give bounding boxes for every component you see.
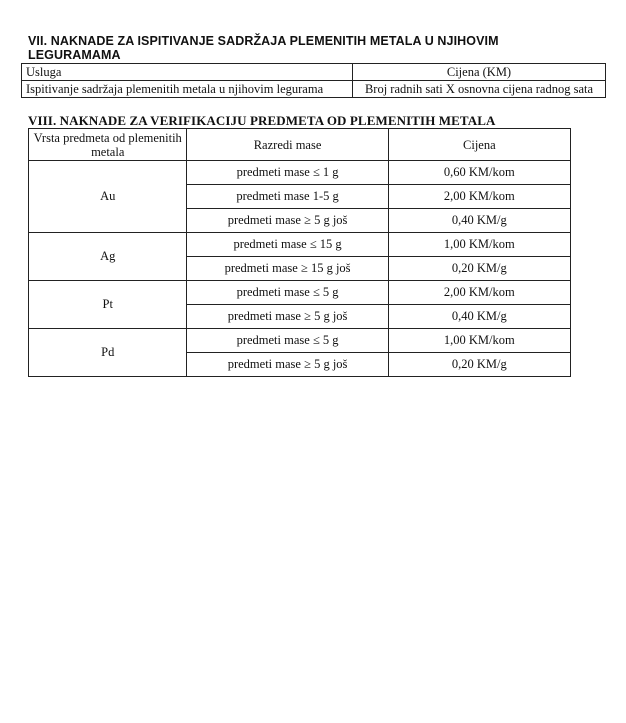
metal-cell: Pt xyxy=(29,281,187,329)
table-row xyxy=(29,281,571,305)
table-header-row xyxy=(29,129,571,161)
mass-class-cell: predmeti mase ≤ 1 g xyxy=(187,161,388,185)
mass-class-cell: predmeti mase ≤ 5 g xyxy=(187,329,388,353)
price-cell: 1,00 KM/kom xyxy=(388,233,570,257)
price-cell: 0,20 KM/g xyxy=(388,257,570,281)
mass-class-cell: predmeti mase ≥ 15 g još xyxy=(187,257,388,281)
mass-class-cell: predmeti mase ≤ 5 g xyxy=(187,281,388,305)
metal-cell: Ag xyxy=(29,233,187,281)
price-cell: 0,20 KM/g xyxy=(388,353,570,377)
price-cell: 1,00 KM/kom xyxy=(388,329,570,353)
price-cell: 0,60 KM/kom xyxy=(388,161,570,185)
table-header-row xyxy=(22,64,606,81)
metal-cell: Au xyxy=(29,161,187,233)
table-row xyxy=(22,81,606,98)
mass-class-cell: predmeti mase ≥ 5 g još xyxy=(187,353,388,377)
mass-class-cell: predmeti mase ≤ 15 g xyxy=(187,233,388,257)
verification-fees-body xyxy=(29,161,571,377)
section-7-heading: VII. NAKNADE ZA ISPITIVANJE SADRŽAJA PLEMENITIH METALA U NJIHOVIM LEGURAMAMA xyxy=(28,34,499,62)
table-row xyxy=(29,329,571,353)
mass-class-cell: predmeti mase ≥ 5 g još xyxy=(187,305,388,329)
mass-class-cell: predmeti mase ≥ 5 g još xyxy=(187,209,388,233)
column-header-price: Cijena xyxy=(388,129,570,161)
column-header-price: Cijena (KM) xyxy=(353,64,606,81)
price-cell: 2,00 KM/kom xyxy=(388,185,570,209)
section-8-heading: VIII. NAKNADE ZA VERIFIKACIJU PREDMETA OD PLEMENITIH METALA xyxy=(28,113,496,128)
mass-class-cell: predmeti mase 1-5 g xyxy=(187,185,388,209)
price-cell: 0,40 KM/g xyxy=(388,209,570,233)
column-header-mass-class: Razredi mase xyxy=(187,129,388,161)
price-cell: 2,00 KM/kom xyxy=(388,281,570,305)
service-cell: Ispitivanje sadržaja plemenitih metala u njihovim legurama xyxy=(22,81,353,98)
table-row xyxy=(29,233,571,257)
price-cell: 0,40 KM/g xyxy=(388,305,570,329)
testing-fees-table xyxy=(21,63,606,98)
column-header-service: Usluga xyxy=(22,64,353,81)
table-row xyxy=(29,161,571,185)
price-cell: Broj radnih sati X osnovna cijena radnog sata xyxy=(353,81,606,98)
verification-fees-table xyxy=(28,128,571,377)
metal-cell: Pd xyxy=(29,329,187,377)
column-header-item-type: Vrsta predmeta od plemenitih metala xyxy=(29,129,187,161)
